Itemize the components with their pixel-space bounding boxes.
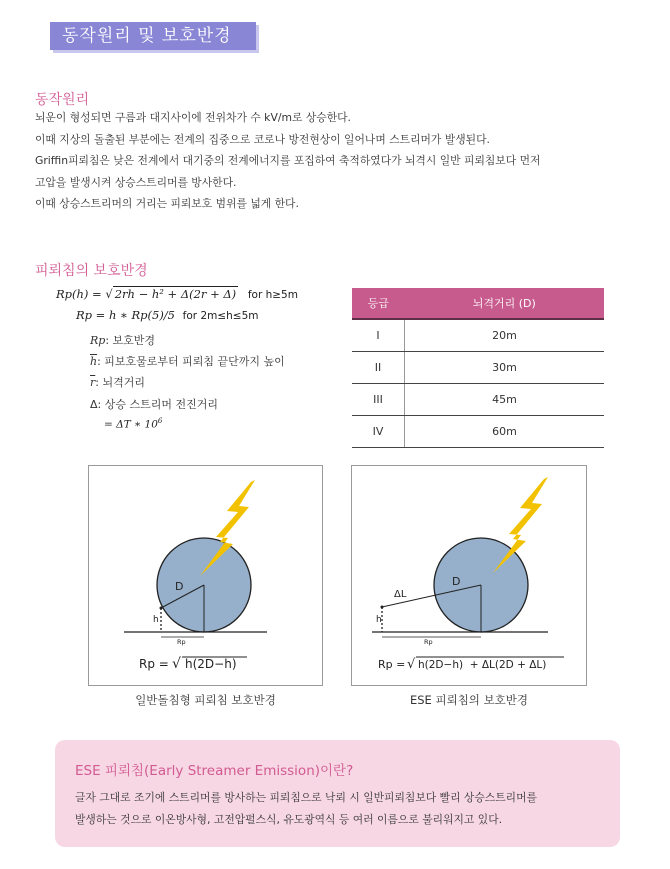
paragraph-line: 뇌운이 형성되면 구름과 대지사이에 전위차가 수 kV/m로 상승한다.	[35, 111, 351, 124]
info-line: 글자 그대로 조기에 스트리머를 방사하는 피뢰침으로 낙뢰 시 일반피뢰침보다 빨리 상승스트리머를	[75, 791, 537, 804]
formula2-expr: Rp = h ∗ Rp(5)/5	[76, 308, 176, 322]
table-cell-grade: I	[352, 319, 405, 352]
label-d: D	[175, 580, 184, 593]
diagram1-caption: 일반돌침형 피뢰침 보호반경	[135, 693, 276, 707]
rod-tip	[381, 606, 384, 609]
sqrt-sign: √	[172, 656, 181, 672]
definition-symbol: $\overline{r}$	[90, 376, 96, 389]
formula1-lhs: Rp(h) =	[56, 287, 102, 301]
diagram2-formula-lhs: Rp =	[378, 658, 406, 671]
definition-r	[90, 374, 145, 390]
table-cell-distance: 20m	[405, 319, 605, 352]
label-delta-l: ΔL	[394, 589, 407, 600]
table-header-row	[352, 288, 604, 319]
table-cell-grade: III	[352, 384, 405, 416]
diagram2-formula-radicand: h(2D−h) + ΔL(2D + ΔL)	[418, 659, 547, 671]
rod-tip	[160, 607, 163, 610]
operating-principle-text	[35, 107, 540, 215]
table-row	[352, 352, 604, 384]
label-rp: Rp	[424, 638, 433, 646]
paragraph-line: 이때 상승스트리머의 거리는 피뢰보호 범위를 넓게 한다.	[35, 197, 299, 211]
label-h: h	[376, 615, 382, 625]
diagram1-formula-lhs: Rp =	[139, 657, 169, 671]
table-cell-grade: II	[352, 352, 405, 384]
table-row	[352, 319, 604, 352]
diagram1-formula-radicand: h(2D−h)	[185, 657, 237, 671]
table-row	[352, 416, 604, 448]
diagram-conventional-svg	[89, 466, 322, 685]
label-rp: Rp	[177, 638, 186, 646]
definition-symbol: Rp	[90, 334, 106, 347]
label-d: D	[452, 575, 461, 588]
table-row	[352, 384, 604, 416]
ese-info-text	[75, 787, 537, 831]
definition-h	[90, 353, 285, 369]
sqrt-sign: √	[407, 657, 416, 672]
paragraph-line: 이때 지상의 돌출된 부분에는 전계의 집중으로 코로나 방전현상이 일어나며 스트리머가 발생된다.	[35, 132, 490, 146]
info-line: 발생하는 것으로 이온방사형, 고전압펄스식, 유도광역식 등 여러 이름으로 불리워지고 있다.	[75, 813, 503, 826]
formula-rp-h: Rp(h) = √ 2rh − h² + Δ(2r + Δ) for h≥5m	[56, 287, 298, 301]
delta-expr-prefix: = ΔT ∗ 10	[104, 418, 158, 431]
paragraph-line: Griffin피뢰침은 낮은 전계에서 대기중의 전계에너지를 포집하여 축적하였다가 뇌격시 일반 피뢰침보다 먼저	[35, 154, 541, 168]
diagram-ese-rod	[351, 465, 587, 686]
table-cell-distance: 60m	[405, 416, 605, 448]
formula1-condition: for h≥5m	[247, 289, 298, 301]
definition-text: : 피보호물로부터 피뢰침 끝단까지 높이	[97, 355, 285, 368]
paragraph-line: 고압을 발생시켜 상승스트리머를 방사한다.	[35, 175, 237, 189]
formula1-radicand: 2rh − h² + Δ(2r + Δ)	[114, 287, 237, 301]
definition-text: : 뇌격거리	[95, 376, 145, 389]
definition-rp	[90, 332, 155, 348]
page-title: 동작원리 및 보호반경	[50, 22, 256, 50]
diagram2-caption: ESE 피뢰침의 보호반경	[409, 693, 528, 707]
operating-principle-heading: 동작원리	[35, 92, 90, 108]
definition-symbol: Δ	[90, 398, 98, 411]
ese-info-box	[55, 740, 620, 847]
formula2-condition: for 2m≤h≤5m	[182, 310, 259, 322]
strike-distance-table	[352, 288, 604, 448]
protection-radius-heading: 피뢰침의 보호반경	[35, 263, 148, 279]
definition-text: : 보호반경	[105, 334, 156, 347]
table-header-distance: 뇌격거리 (D)	[405, 288, 605, 319]
table-cell-distance: 30m	[405, 352, 605, 384]
diagram-ese-svg	[352, 466, 586, 685]
diagram-conventional-rod	[88, 465, 323, 686]
table-header-grade: 등급	[352, 288, 405, 319]
table-cell-grade: IV	[352, 416, 405, 448]
ese-info-title: ESE 피뢰침(Early Streamer Emission)이란?	[75, 763, 354, 779]
label-h: h	[153, 615, 159, 625]
delta-expr-exponent: 6	[157, 417, 163, 425]
table-cell-distance: 45m	[405, 384, 605, 416]
definition-text: : 상승 스트리머 전진거리	[97, 398, 218, 411]
definition-delta	[90, 396, 218, 412]
definition-symbol: $\overline{h}$	[90, 355, 98, 368]
delta-expression	[104, 417, 162, 431]
formula-rp-small-h	[76, 308, 259, 322]
